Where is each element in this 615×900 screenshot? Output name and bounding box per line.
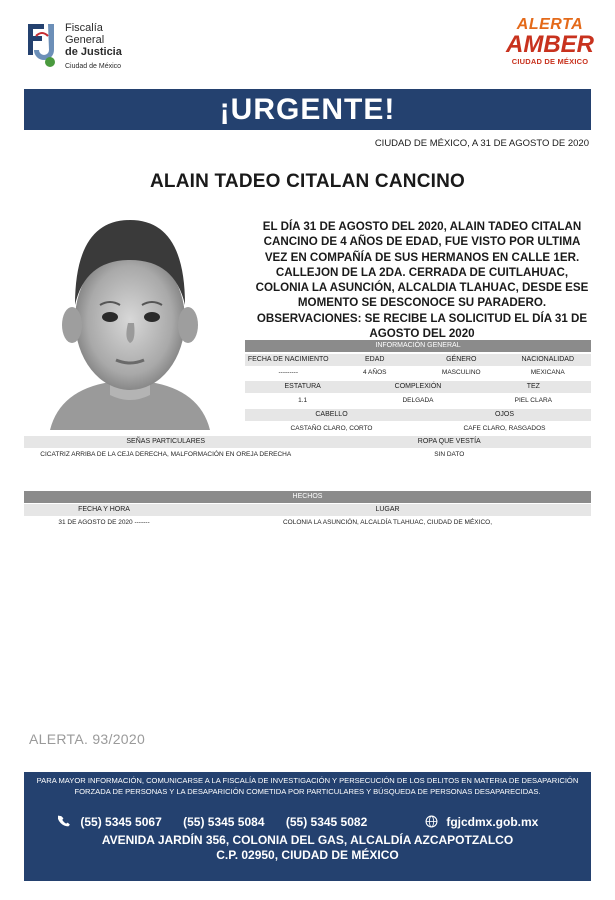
contact-footer: [24, 772, 591, 881]
val-hair: CASTAÑO CLARO, CORTO: [290, 425, 373, 432]
col-build: COMPLEXIÓN: [394, 383, 442, 390]
amber-line2: AMBER: [506, 31, 594, 58]
val-complexion: PIEL CLARA: [514, 397, 552, 404]
info-value-row-1: [245, 367, 591, 379]
phone-3[interactable]: (55) 5345 5082: [285, 815, 368, 829]
fgj-wordmark: [65, 22, 122, 71]
col-birthdate: FECHA DE NACIMIENTO: [247, 356, 329, 363]
val-eyes: CAFE CLARO, RASGADOS: [463, 425, 546, 432]
col-gender: GÉNERO: [446, 356, 477, 363]
globe-icon: [425, 815, 438, 828]
info-value-row-2: [245, 395, 591, 407]
col-nationality: NACIONALIDAD: [521, 356, 574, 363]
info-title-row: [245, 340, 591, 352]
col-clothes: ROPA QUE VESTÍA: [417, 438, 481, 445]
col-age: EDAD: [365, 356, 385, 363]
col-marks: SEÑAS PARTICULARES: [126, 438, 206, 445]
val-place: COLONIA LA ASUNCIÓN, ALCALDÍA TLAHUAC, CIUDAD DE MÉXICO,: [282, 519, 493, 526]
val-date-time: 31 DE AGOSTO DE 2020 -------: [58, 519, 150, 526]
fgj-line2: General: [65, 34, 105, 46]
col-height: ESTATURA: [284, 383, 321, 390]
amber-alert-logo: [505, 17, 595, 83]
val-age: 4 AÑOS: [363, 369, 387, 376]
hechos-value-row: [24, 517, 591, 529]
val-gender: MASCULINO: [441, 369, 481, 376]
child-photo: [40, 205, 220, 430]
col-complexion: TEZ: [526, 383, 540, 390]
col-hair: CABELLO: [315, 411, 348, 418]
amber-line1: ALERTA: [516, 16, 584, 33]
urgent-banner: ¡URGENTE!: [24, 89, 591, 130]
hechos-header-row: [24, 504, 591, 516]
val-birthdate: ---------: [278, 369, 298, 376]
val-marks: CICATRIZ ARRIBA DE LA CEJA DERECHA, MALFORMACIÓN EN OREJA DERECHA: [40, 451, 292, 458]
website: [425, 815, 538, 829]
fgj-line3: de Justicia: [65, 46, 122, 58]
case-description: EL DÍA 31 DE AGOSTO DEL 2020, ALAIN TADEO CITALAN CANCINO DE 4 AÑOS DE EDAD, FUE VISTO POR ULTIMA VEZ EN COMPAÑÍA DE SUS HERMANOS EN CALLE 1ER. CALLEJON DE LA 2DA. CERRADA DE CUITLAHUAC, COLONIA LA ASUNCIÓN, ALCALDIA TLAHUAC, DESDE ESE MOMENTO SE DESCONOCE SU PARADERO. OBSERVACIONES: SE RECIBE LA SOLICITUD EL DÍA 31 DE AGOSTO DEL 2020: [255, 220, 589, 341]
info-header-row-1: [245, 354, 591, 366]
fgj-line1: Fiscalía: [65, 22, 103, 34]
phone-icon: [58, 815, 71, 828]
address-line-1: AVENIDA JARDÍN 356, COLONIA DEL GAS, ALCALDÍA AZCAPOTZALCO: [101, 833, 514, 847]
val-nationality: MEXICANA: [530, 369, 565, 376]
fgj-emblem-icon: [24, 20, 64, 76]
val-clothes: SIN DATO: [434, 451, 465, 458]
amber-line3: CIUDAD DE MÉXICO: [511, 57, 589, 66]
val-height: 1.1: [298, 397, 308, 404]
phone-1[interactable]: (55) 5345 5067: [80, 815, 162, 829]
hechos-title: HECHOS: [24, 491, 591, 503]
col-date-time: FECHA Y HORA: [78, 506, 130, 513]
fgj-line4: Ciudad de México: [65, 63, 122, 70]
info-header-row-4: [24, 436, 591, 448]
phone-2[interactable]: (55) 5345 5084: [183, 815, 265, 829]
col-eyes: OJOS: [494, 411, 515, 418]
alert-number: ALERTA. 93/2020: [29, 731, 146, 747]
info-value-row-3: [245, 423, 591, 435]
info-header-row-3: [245, 409, 591, 421]
website-link[interactable]: fgjcdmx.gob.mx: [446, 815, 539, 829]
footer-info-text: PARA MAYOR INFORMACIÓN, COMUNICARSE A LA FISCALÍA DE INVESTIGACIÓN Y PERSECUCIÓN DE LOS DELITOS EN MATERIA DE DESAPARICIÓN FORZADA DE PERSONAS Y LA DESAPARICIÓN COMETIDA POR PARTICULARES Y BÚSQUEDA DE PERSONAS DESAPARECIDAS.: [36, 776, 579, 796]
val-build: DELGADA: [402, 397, 434, 404]
info-title: INFORMACIÓN GENERAL: [375, 342, 461, 349]
date-line: CIUDAD DE MÉXICO, A 31 DE AGOSTO DE 2020: [374, 138, 589, 149]
address-line-2: C.P. 02950, CIUDAD DE MÉXICO: [216, 848, 399, 862]
info-value-row-4: [24, 449, 591, 461]
phone-numbers: [58, 815, 385, 829]
missing-person-name: ALAIN TADEO CITALAN CANCINO: [149, 171, 465, 192]
col-place: LUGAR: [375, 506, 400, 513]
info-header-row-2: [245, 381, 591, 393]
